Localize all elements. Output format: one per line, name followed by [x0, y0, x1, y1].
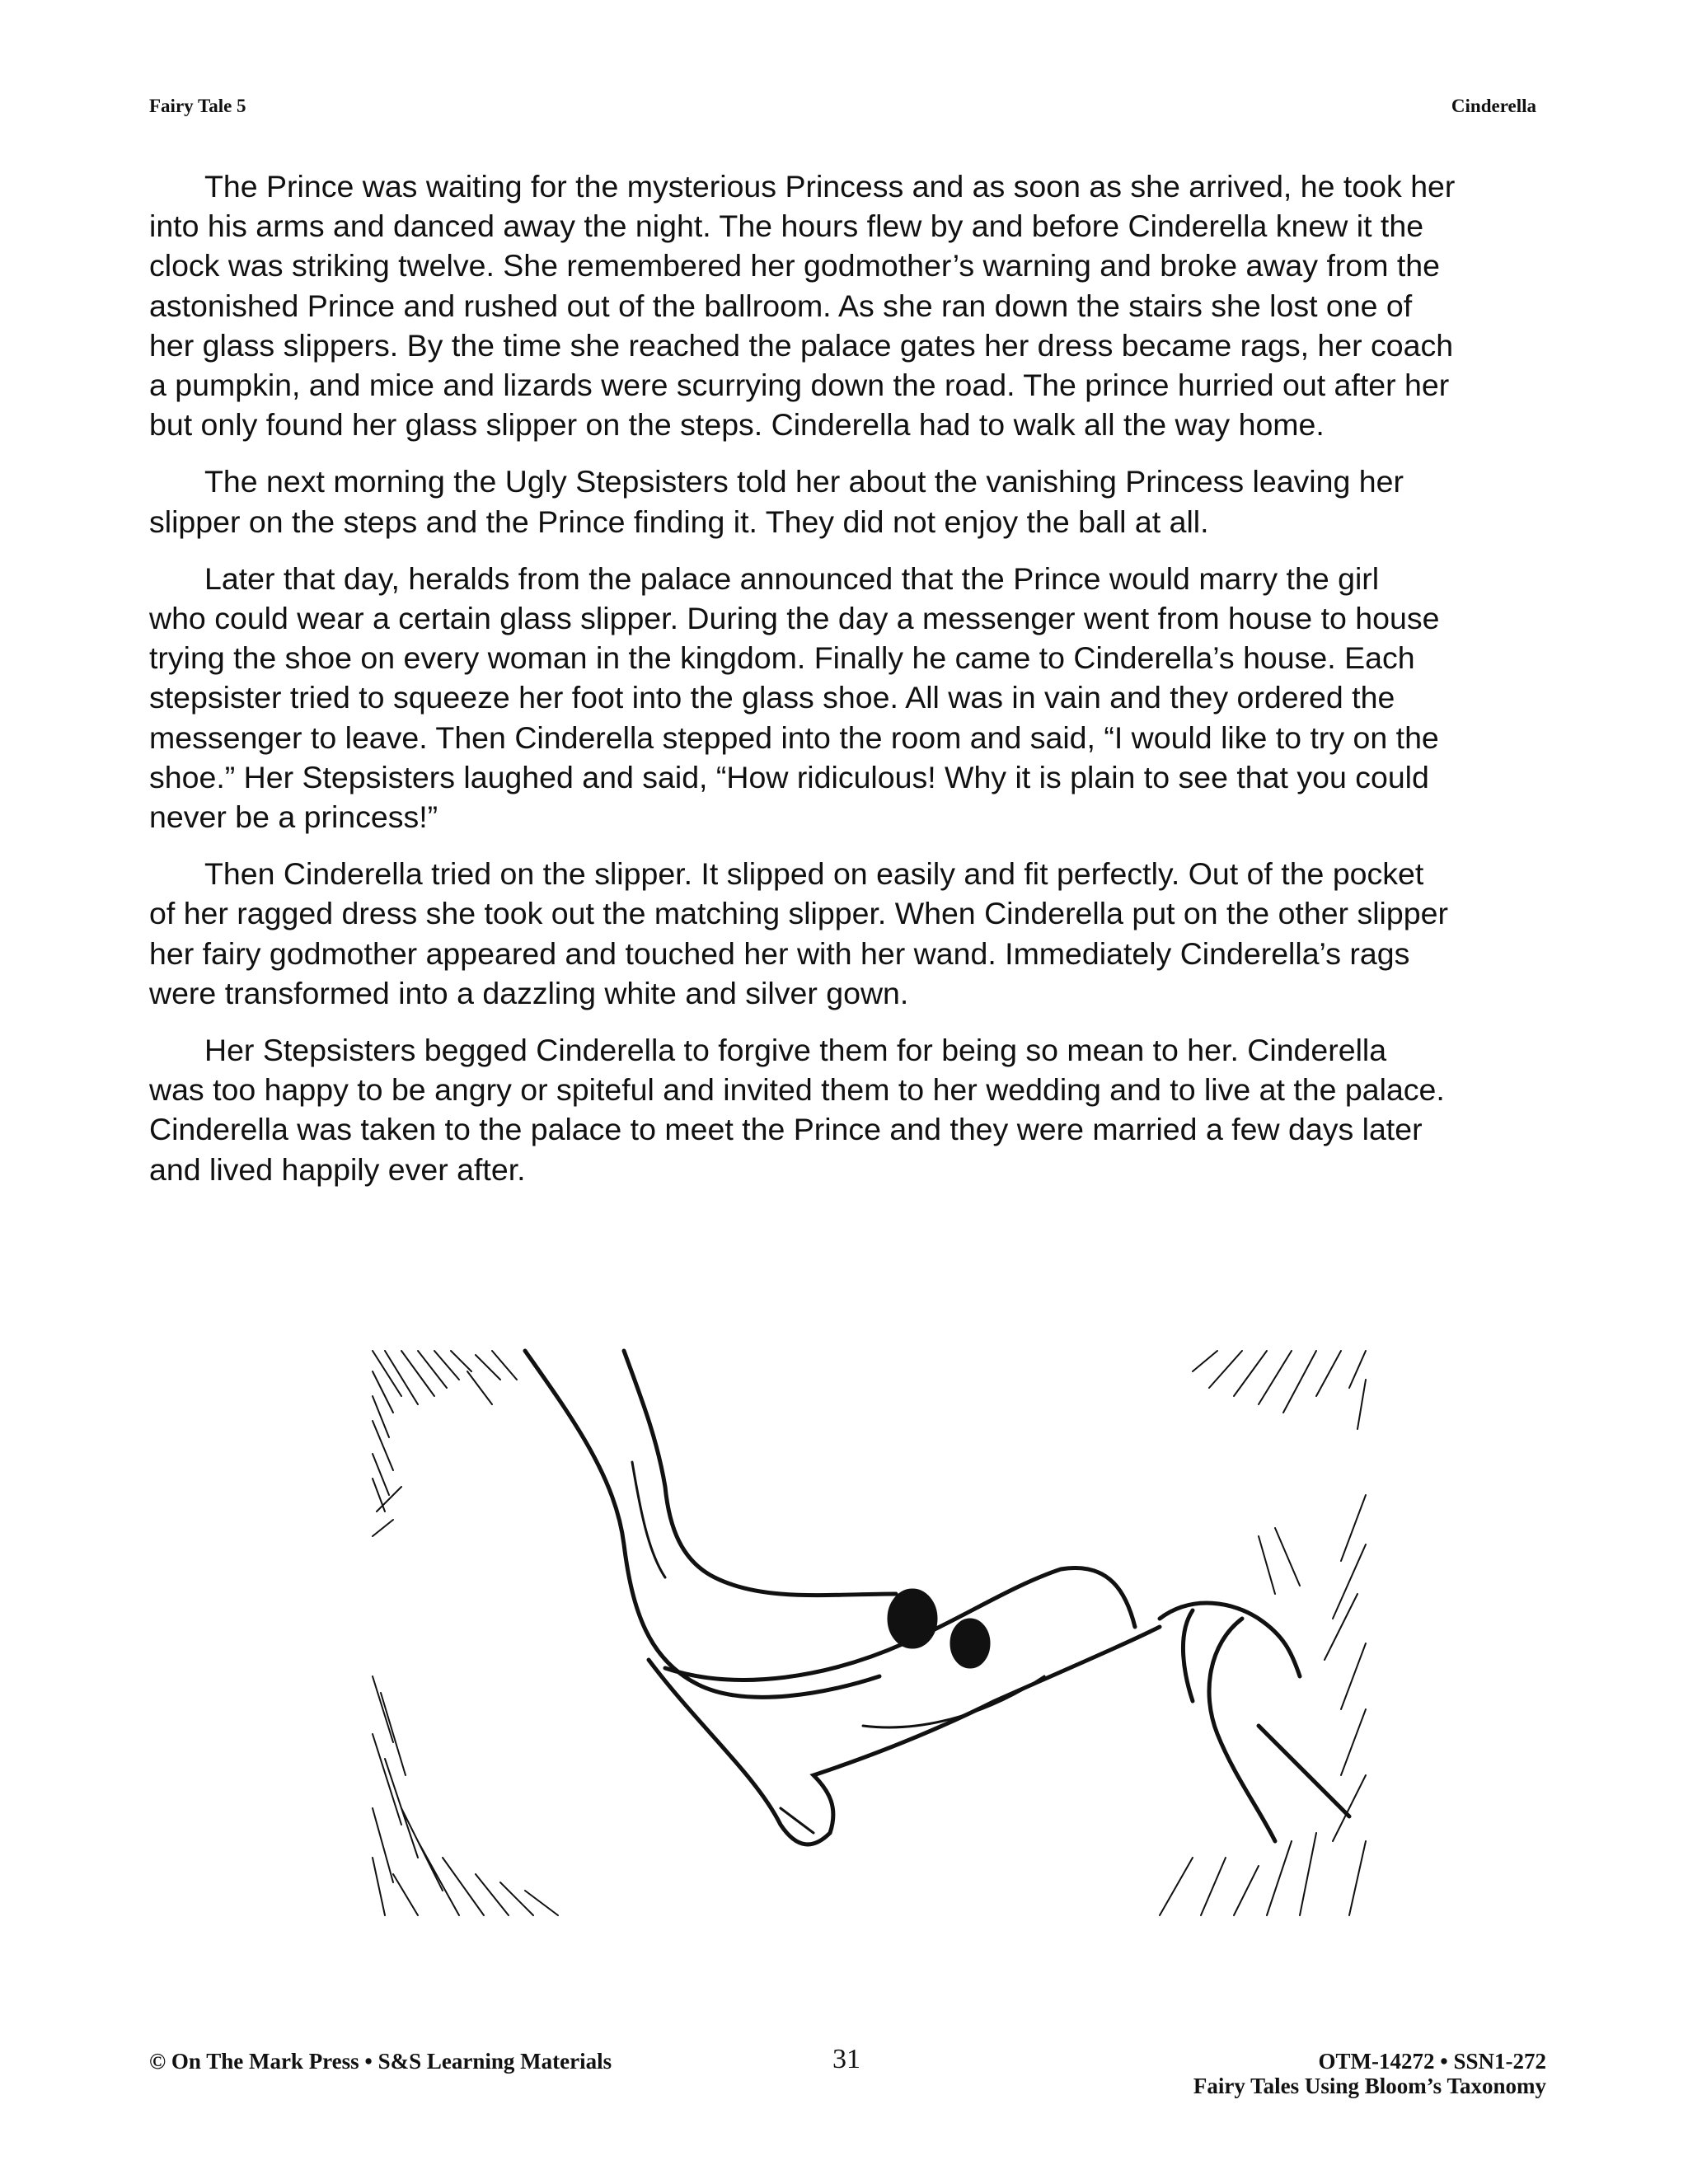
text-line: The next morning the Ugly Stepsisters told her about the vanishing Princess leaving her — [204, 464, 1404, 499]
foot-and-leg — [525, 1351, 896, 1697]
story-paragraph — [149, 1030, 1550, 1189]
text-line: into his arms and danced away the night. The hours flew by and before Cinderella knew it the — [149, 209, 1424, 244]
hatching-top-left — [373, 1351, 517, 1536]
story-paragraph — [149, 854, 1550, 1013]
text-line: who could wear a certain glass slipper. During the day a messenger went from house to house — [149, 601, 1440, 636]
running-header-right: Cinderella — [1451, 96, 1536, 116]
text-line: slipper on the steps and the Prince finding it. They did not enjoy the ball at all. — [149, 504, 1209, 539]
text-line: shoe.” Her Stepsisters laughed and said, “How ridiculous! Why it is plain to see that you could — [149, 759, 1429, 794]
text-line: and lived happily ever after. — [149, 1151, 526, 1187]
text-line: stepsister tried to squeeze her foot into the glass shoe. All was in vain and they ordered the — [149, 680, 1395, 715]
text-line: clock was striking twelve. She remembered her godmother’s warning and broke away from the — [149, 248, 1441, 284]
text-line: Cinderella was taken to the palace to meet the Prince and they were married a few days later — [149, 1112, 1423, 1147]
slipper-illustration — [368, 1347, 1372, 1920]
glass-slipper — [649, 1568, 1160, 1844]
page-number: 31 — [832, 2044, 860, 2074]
footer-book-title: Fairy Tales Using Bloom’s Taxonomy — [1193, 2074, 1546, 2098]
running-header-left: Fairy Tale 5 — [149, 96, 246, 116]
story-paragraph — [149, 166, 1550, 444]
footer-product-info — [1193, 2049, 1546, 2098]
text-line: Her Stepsisters begged Cinderella to forgive them for being so mean to her. Cinderella — [204, 1033, 1387, 1068]
text-line: trying the shoe on every woman in the kingdom. Finally he came to Cinderella’s house. Each — [149, 640, 1415, 676]
text-line: messenger to leave. Then Cinderella stepped into the room and said, “I would like to try on the — [149, 719, 1439, 755]
story-paragraph — [149, 559, 1550, 837]
text-line: The Prince was waiting for the mysterious Princess and as soon as she arrived, he took her — [204, 169, 1456, 204]
text-line: her glass slippers. By the time she reached the palace gates her dress became rags, her coach — [149, 327, 1454, 363]
text-line: Then Cinderella tried on the slipper. It slipped on easily and fit perfectly. Out of the pocket — [204, 856, 1424, 892]
story-text — [149, 166, 1550, 1207]
text-line: her fairy godmother appeared and touched her with her wand. Immediately Cinderella’s rags — [149, 935, 1410, 971]
hatching-bottom-left — [373, 1676, 558, 1915]
text-line: was too happy to be angry or spiteful and invited them to her wedding and to live at the palace. — [149, 1072, 1445, 1108]
story-paragraph — [149, 462, 1550, 541]
text-line: but only found her glass slipper on the steps. Cinderella had to walk all the way home. — [149, 407, 1325, 443]
messenger-hand — [1160, 1603, 1349, 1841]
footer-copyright: © On The Mark Press • S&S Learning Materials — [149, 2049, 612, 2074]
footer-product-code: OTM-14272 • SSN1-272 — [1318, 2049, 1546, 2074]
text-line: were transformed into a dazzling white and silver gown. — [149, 975, 909, 1010]
text-line: a pumpkin, and mice and lizards were scurrying down the road. The prince hurried out after her — [149, 368, 1450, 403]
hatching-top-right — [1193, 1351, 1366, 1429]
text-line: of her ragged dress she took out the matching slipper. When Cinderella put on the other slipper — [149, 896, 1448, 931]
text-line: astonished Prince and rushed out of the ballroom. As she ran down the stairs she lost one of — [149, 288, 1413, 323]
text-line: Later that day, heralds from the palace announced that the Prince would marry the girl — [204, 560, 1380, 596]
hatching-bottom-right — [1160, 1495, 1366, 1915]
text-line: never be a princess!” — [149, 799, 438, 835]
